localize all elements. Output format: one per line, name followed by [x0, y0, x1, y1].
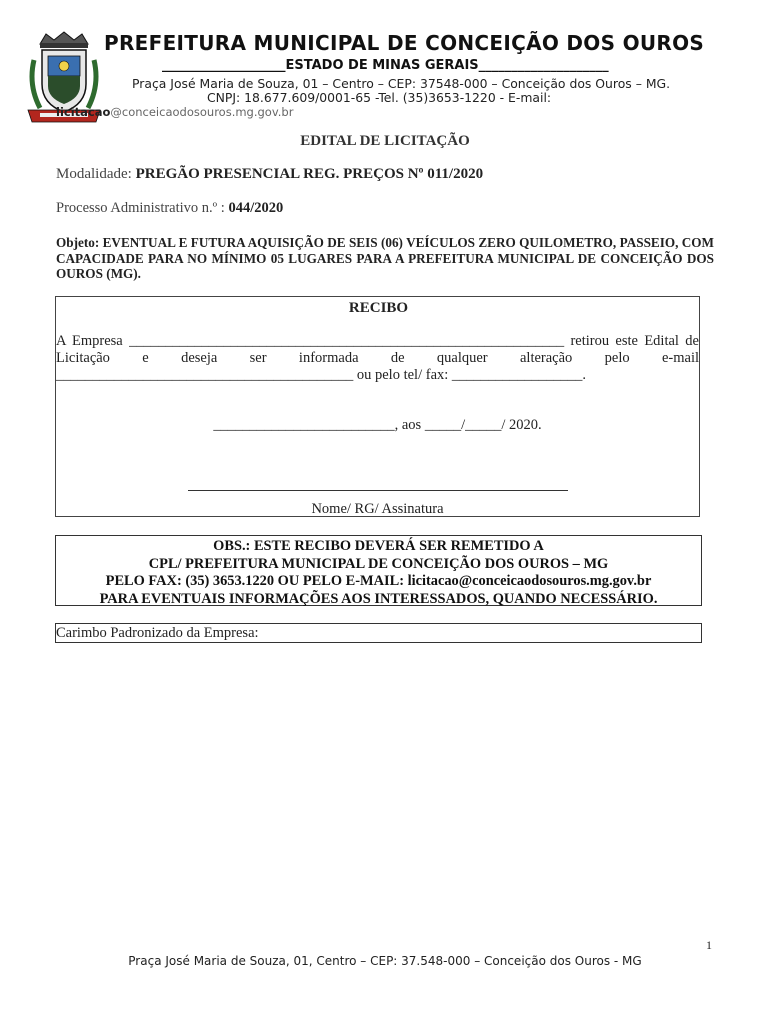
header-state: ___________________ESTADO DE MINAS GERAIS____________________: [162, 58, 609, 73]
modalidade-value: PREGÃO PRESENCIAL REG. PREÇOS Nº 011/2020: [135, 166, 484, 182]
recibo-box: [55, 296, 700, 517]
header-email-domain: @conceicaodosouros.mg.gov.br: [110, 105, 294, 119]
header-title: PREFEITURA MUNICIPAL DE CONCEIÇÃO DOS OUROS: [104, 31, 705, 55]
processo-value: 044/2020: [228, 200, 284, 216]
recibo-title: RECIBO: [348, 300, 409, 316]
obs-line-1: OBS.: ESTE RECIBO DEVERÁ SER REMETIDO A: [213, 538, 544, 554]
modalidade-label: Modalidade:: [56, 166, 132, 182]
objeto-label: Objeto:: [56, 235, 100, 250]
page-number: 1: [706, 938, 712, 952]
processo-line: [56, 200, 283, 217]
obs-line-3: PELO FAX: (35) 3653.1220 OU PELO E-MAIL: licitacao@conceicaodosouros.mg.gov.br: [105, 573, 652, 589]
signature-line: [188, 490, 568, 491]
modalidade-line: [56, 166, 483, 183]
footer-address: Praça José Maria de Souza, 01, Centro – CEP: 37.548-000 – Conceição dos Ouros - MG: [128, 954, 642, 968]
obs-line-4: PARA EVENTUAIS INFORMAÇÕES AOS INTERESSADOS, QUANDO NECESSÁRIO.: [99, 590, 658, 607]
document-title: EDITAL DE LICITAÇÃO: [300, 133, 470, 149]
header-email[interactable]: [56, 105, 293, 119]
processo-label: Processo Administrativo n.º :: [56, 200, 225, 216]
carimbo-label: Carimbo Padronizado da Empresa:: [56, 625, 259, 641]
obs-line-2: CPL/ PREFEITURA MUNICIPAL DE CONCEIÇÃO DOS OUROS – MG: [148, 555, 609, 572]
carimbo-box: [55, 623, 702, 643]
recibo-date-line: _________________________, aos _____/_____/ 2020.: [213, 417, 542, 433]
obs-box: [55, 535, 702, 606]
objeto-text: EVENTUAL E FUTURA AQUISIÇÃO DE SEIS (06) VEÍCULOS ZERO QUILOMETRO, PASSEIO, COM CAPACIDADE PARA NO MÍNIMO 05 LUGARES PARA A PREFEITURA MUNICIPAL DE CONCEIÇÃO DOS OUROS (MG).: [56, 235, 715, 281]
objeto-paragraph: [56, 235, 714, 282]
obs-text: [56, 538, 701, 608]
header-email-user: licitacao: [56, 105, 111, 119]
header-cnpj: CNPJ: 18.677.609/0001-65 -Tel. (35)3653-1220 - E-mail:: [207, 90, 552, 105]
header-address: Praça José Maria de Souza, 01 – Centro – CEP: 37548-000 – Conceição dos Ouros – MG.: [132, 76, 671, 91]
signature-label: Nome/ RG/ Assinatura: [311, 501, 444, 517]
recibo-text: A Empresa ____________________________________________________________ retirou este Edital de Licitação e deseja ser informada de qualquer alteração pelo e-mail _________________________________________ ou pelo tel/ fax: __________________.: [56, 333, 699, 383]
